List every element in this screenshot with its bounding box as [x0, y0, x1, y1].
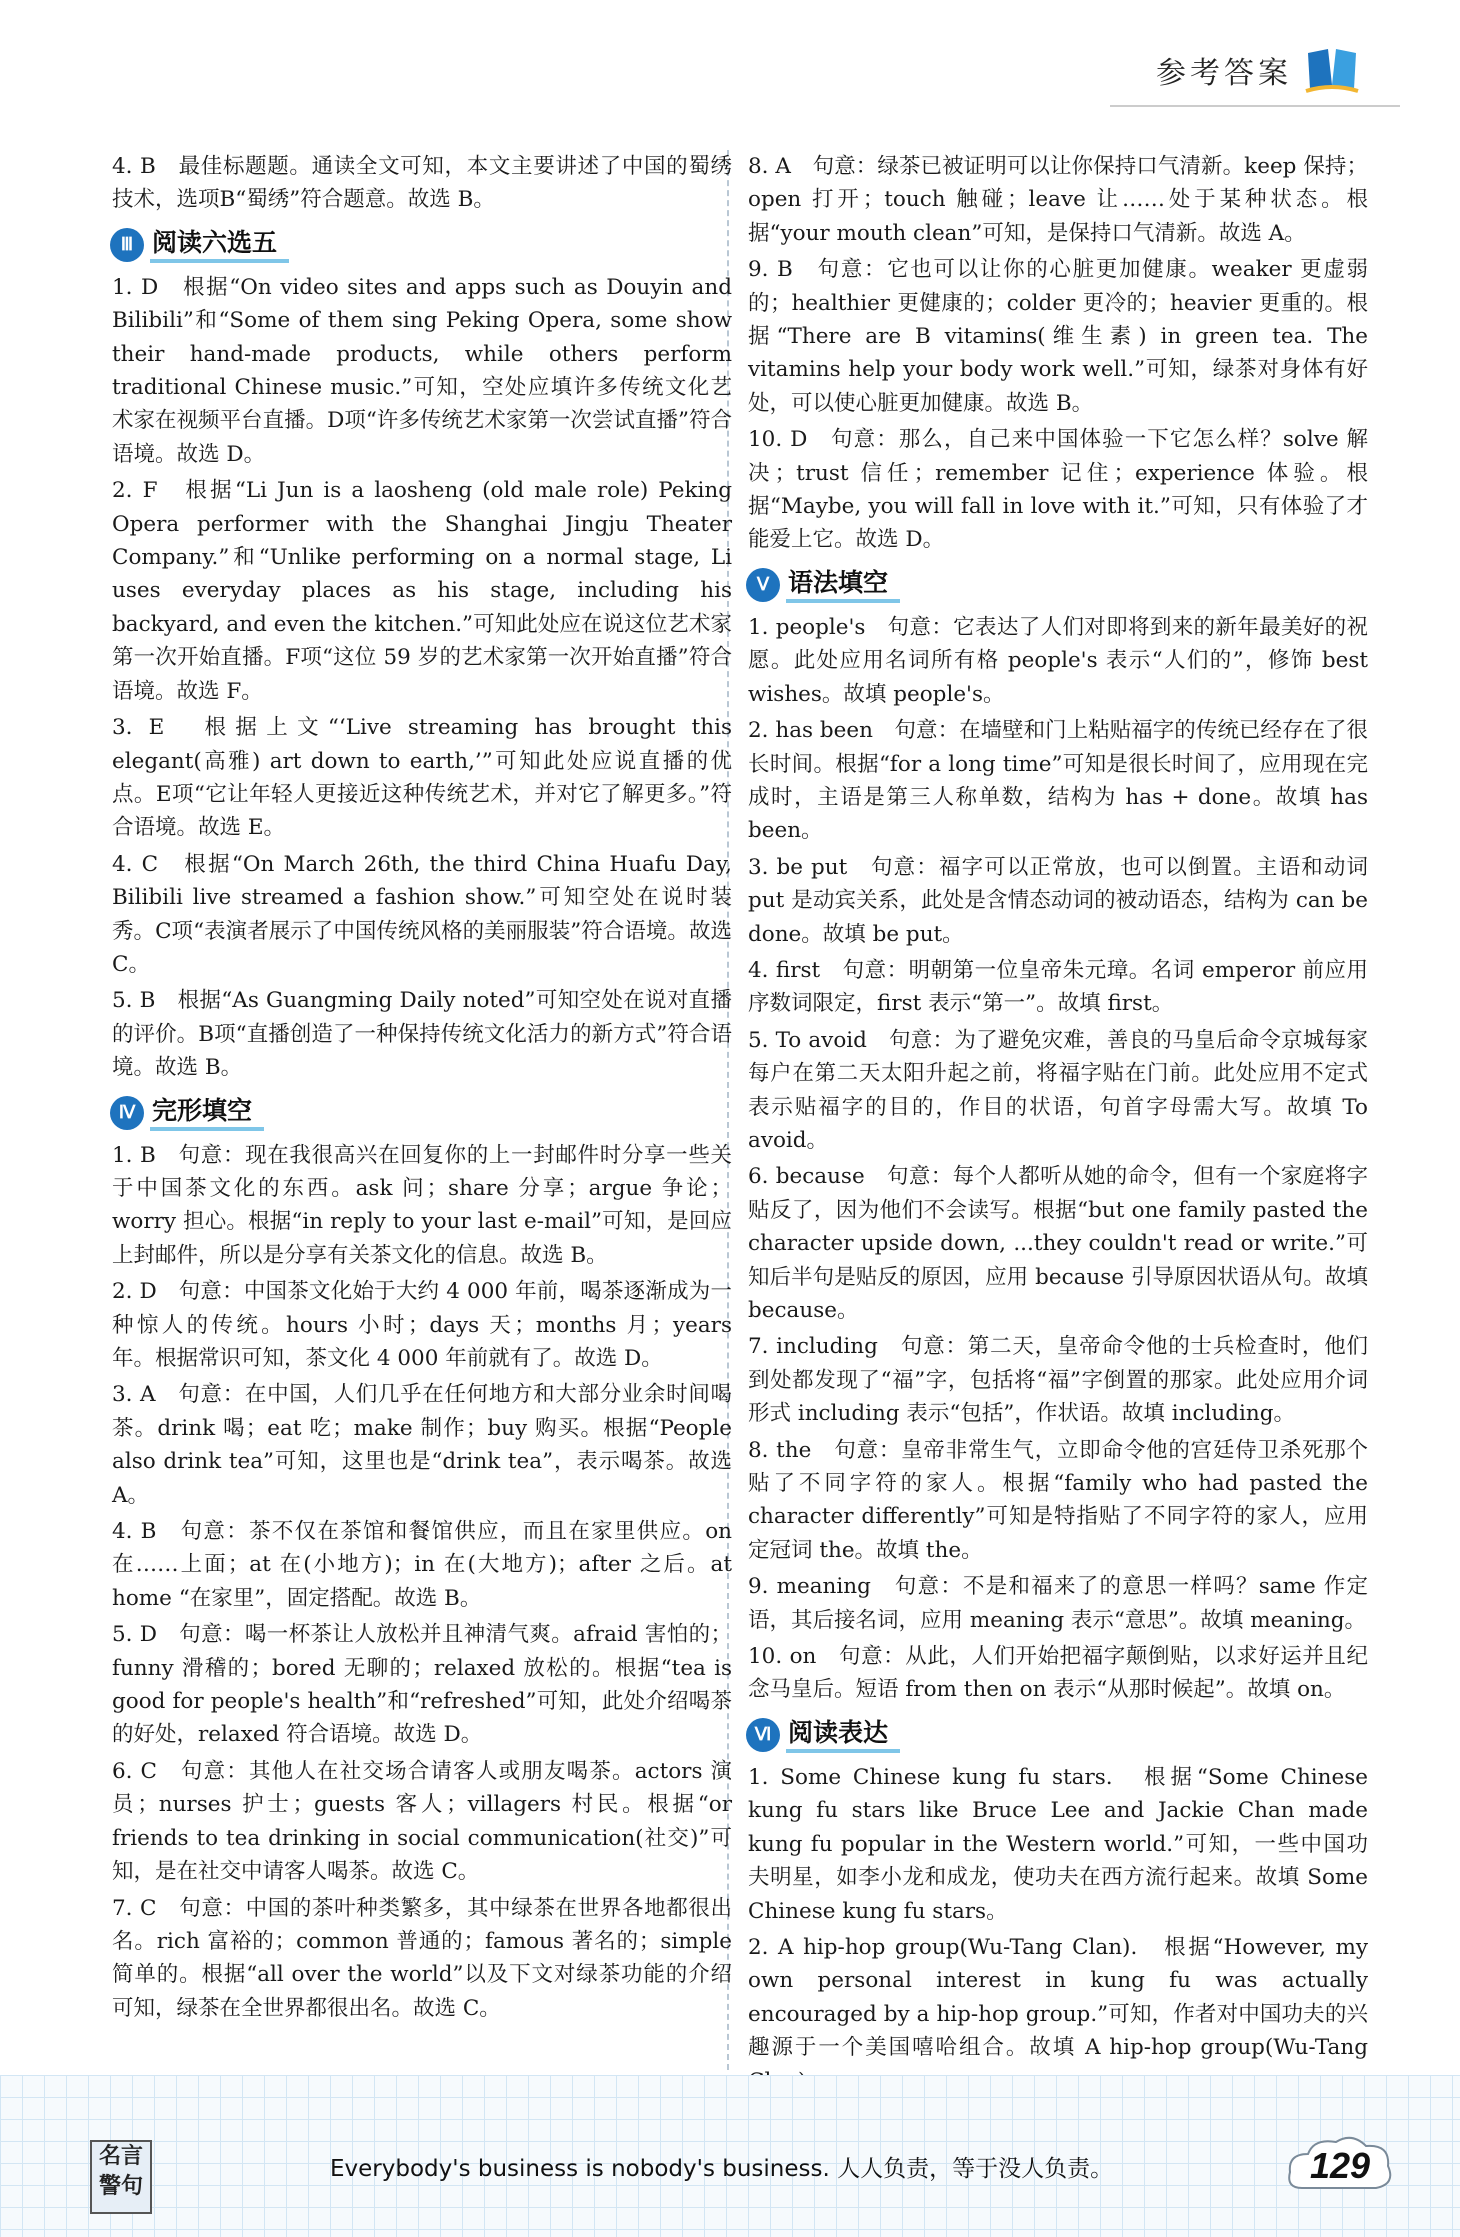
page-header: [1156, 40, 1360, 100]
header-title: 参考答案: [1156, 56, 1292, 91]
motto-tag-line: 警句: [98, 2174, 143, 2199]
section-number-badge: Ⅳ: [110, 1096, 144, 1130]
answer-item: 7. C 句意：中国的茶叶种类繁多，其中绿茶在世界各地都很出名。rich 富裕的；common 普通的；famous 著名的；simple 简单的。根据“all over the world”以及下文对绿茶功能的介绍可知，绿茶在全世界都很出名。故选 C。: [112, 1895, 732, 2021]
answer-item: 5. To avoid 句意：为了避免灾难，善良的马皇后命令京城每家每户在第二天太阳升起之前，将福字贴在门前。此处应用不定式表示贴福字的目的，作目的状语，句首字母需大写。故填 To avoid。: [748, 1027, 1368, 1153]
answer-item: 3. A 句意：在中国，人们几乎在任何地方和大部分业余时间喝茶。drink 喝；eat 吃；make 制作；buy 购买。根据“People also drink tea”可知，这里也是“drink tea”，表示喝茶。故选 A。: [112, 1382, 732, 1508]
section-heading-grammar-fill: [746, 565, 1368, 605]
answer-item: 2. F 根据“Li Jun is a laosheng (old male role) Peking Opera performer with the Shanghai Jingju Theater Company.”和“Unlike performing on a normal stage, Li uses everyday places as his stage, including his backyard, and even the kitchen.”可知此处应在说这位艺术家第一次开始直播。F项“这位 59 岁的艺术家第一次开始直播”符合语境。故选 F。: [112, 478, 732, 704]
answer-item: 2. has been 句意：在墙壁和门上粘贴福字的传统已经存在了很长时间。根据“for a long time”可知是很长时间了，应用现在完成时，主语是第三人称单数，结构为 has + done。故填 has been。: [748, 718, 1368, 844]
book-logo-icon: [1304, 45, 1360, 95]
answer-item: 1. people's 句意：它表达了人们对即将到来的新年最美好的祝愿。此处应用名词所有格 people's 表示“人们的”，修饰 best wishes。故填 people's。: [748, 614, 1368, 707]
answer-item: 1. D 根据“On video sites and apps such as Douyin and Bilibili”和“Some of them sing Peking Opera, some show their hand-made products, while others perform traditional Chinese music.”可知，空处应填许多传统文化艺术家在视频平台直播。D项“许多传统艺术家第一次尝试直播”符合语境。故选 D。: [112, 274, 732, 467]
page-number: 129: [1309, 2145, 1371, 2186]
section-number-badge: Ⅲ: [110, 228, 144, 262]
answer-item: 4. B 句意：茶不仅在茶馆和餐馆供应，而且在家里供应。on 在……上面；at 在(小地方)；in 在(大地方)；after 之后。at home “在家里”，固定搭配。故选 B。: [112, 1519, 732, 1611]
answer-item: 4. C 根据“On March 26th, the third China Huafu Day, Bilibili live streamed a fashion show.”可知空处在说时装秀。C项“表演者展示了中国传统风格的美丽服装”符合语境。故选 C。: [112, 851, 732, 977]
motto-text: Everybody's business is nobody's business. 人人负责，等于没人负责。: [330, 2156, 1114, 2182]
answer-item: 1. Some Chinese kung fu stars. 根据“Some Chinese kung fu stars like Bruce Lee and Jackie Chan made kung fu popular in the Western world.”可知，一些中国功夫明星，如李小龙和成龙，使功夫在西方流行起来。故填 Some Chinese kung fu stars。: [748, 1764, 1368, 1924]
left-column: [112, 150, 732, 2028]
section-number-badge: Ⅵ: [746, 1718, 780, 1752]
section-heading-reading-expression: [746, 1715, 1368, 1755]
motto-tag-line: 名言: [98, 2144, 143, 2169]
answer-item: 8. A 句意：绿茶已被证明可以让你保持口气清新。keep 保持；open 打开；touch 触碰；leave 让……处于某种状态。根据“your mouth clean”可知，是保持口气清新。故选 A。: [748, 154, 1368, 246]
header-divider: [1110, 105, 1400, 107]
section-title: 语法填空: [786, 567, 900, 603]
answer-item: 2. A hip-hop group(Wu-Tang Clan). 根据“However, my own personal interest in kung fu was actually encouraged by a hip-hop group.”可知，作者对中国功夫的兴趣源于一个美国嘻哈组合。故填 A hip-hop group(Wu-Tang: [748, 1934, 1368, 2061]
answer-item: 10. D 句意：那么，自己来中国体验一下它怎么样？solve 解决；trust 信任；remember 记住；experience 体验。根据“Maybe, you will fall in love with it.”可知，只有体验了才能爱上它。故选 D。: [748, 427, 1368, 553]
motto-tag: [90, 2140, 152, 2214]
answer-item: 8. the 句意：皇帝非常生气，立即命令他的宫廷侍卫杀死那个贴了不同字符的家人。根据“family who had pasted the character differently”可知是特指贴了不同字符的家人，应用定冠词 the。故填 the。: [748, 1437, 1368, 1563]
answer-item: 7. including 句意：第二天，皇帝命令他的士兵检查时，他们到处都发现了“福”字，包括将“福”字倒置的那家。此处应用介词形式 including 表示“包括”，作状语。故填 including。: [748, 1334, 1368, 1427]
section-title: 完形填空: [150, 1095, 264, 1131]
answer-item: 6. because 句意：每个人都听从她的命令，但有一个家庭将字贴反了，因为他们不会读写。根据“but one family pasted the character upside down, ...they couldn't read or write.”可知后半句是贴反的原因，应用 because 引导原因状语从句。故填 because。: [748, 1164, 1368, 1323]
answer-item: 3. be put 句意：福字可以正常放，也可以倒置。主语和动词 put 是动宾关系，此处是含情态动词的被动语态，结构为 can be done。故填 be put。: [748, 854, 1368, 947]
answer-item: 10. on 句意：从此，人们开始把福字颠倒贴，以求好运并且纪念马皇后。短语 from then on 表示“从那时候起”。故填 on。: [748, 1644, 1368, 1703]
answer-item: 1. B 句意：现在我很高兴在回复你的上一封邮件时分享一些关于中国茶文化的东西。ask 问；share 分享；argue 争论；worry 担心。根据“in reply to your last e-mail”可知，是回应上封邮件，所以是分享有关茶文化的信息。故选 B。: [112, 1142, 732, 1268]
right-column: [748, 150, 1368, 2101]
answer-item: 5. D 句意：喝一杯茶让人放松并且神清气爽。afraid 害怕的；funny 滑稽的；bored 无聊的；relaxed 放松的。根据“tea is good for people's health”和“refreshed”可知，此处介绍喝茶的好处，relaxed 符合语境。故选 D。: [112, 1622, 732, 1748]
section-heading-cloze: [110, 1093, 732, 1133]
answer-item: 3. E 根据上文“‘Live streaming has brought this elegant(高雅) art down to earth,’”可知此处应说直播的优点。E项“它让年轻人更接近这种传统艺术，并对它了解更多。”符合语境。故选 E。: [112, 715, 732, 841]
answer-item: 6. C 句意：其他人在社交场合请客人或朋友喝茶。actors 演员；nurses 护士；guests 客人；villagers 村民。根据“or friends to tea drinking in social communication(社交)”可知，是在社交中请客人喝茶。故选 C。: [112, 1758, 732, 1885]
section-heading-reading-six-choose-five: [110, 225, 732, 265]
answer-item: 9. B 句意：它也可以让你的心脏更加健康。weaker 更虚弱的；healthier 更健康的；colder 更冷的；heavier 更重的。根据“There are B vitamins(维生素) in green tea. The vitamins help your body work well.”可知，绿茶对身体有好处，可以使心脏更加健康。故选 B。: [748, 257, 1368, 416]
section-title: 阅读六选五: [150, 227, 289, 263]
answer-item: 9. meaning 句意：不是和福来了的意思一样吗？same 作定语，其后接名词，应用 meaning 表示“意思”。故填 meaning。: [748, 1574, 1368, 1633]
answer-item: 5. B 根据“As Guangming Daily noted”可知空处在说对直播的评价。B项“直播创造了一种保持传统文化活力的新方式”符合语境。故选 B。: [112, 988, 732, 1081]
answer-item: 4. first 句意：明朝第一位皇帝朱元璋。名词 emperor 前应用序数词限定，first 表示“第一”。故填 first。: [748, 957, 1368, 1017]
answer-item: 4. B 最佳标题题。通读全文可知，本文主要讲述了中国的蜀绣技术，选项B“蜀绣”符合题意。故选 B。: [112, 154, 732, 213]
answer-item: 2. D 句意：中国茶文化始于大约 4 000 年前，喝茶逐渐成为一种惊人的传统。hours 小时；days 天；months 月；years 年。根据常识可知，茶文化 4 000 年前就有了。故选 D。: [112, 1279, 732, 1371]
section-number-badge: Ⅴ: [746, 568, 780, 602]
section-title: 阅读表达: [786, 1717, 900, 1753]
